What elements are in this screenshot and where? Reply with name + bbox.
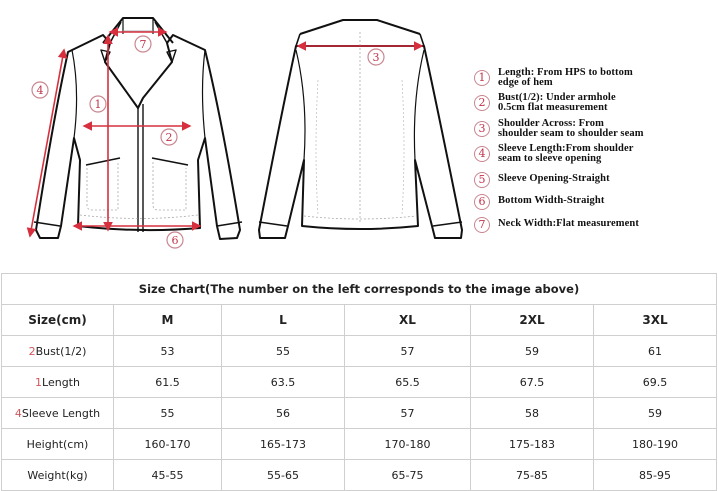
front-jacket-icon: [34, 18, 242, 239]
row-label-text: Length: [42, 375, 80, 389]
circled-number-icon: 2: [474, 95, 490, 111]
table-cell: 160-170: [114, 429, 222, 460]
table-cell: 165-173: [222, 429, 345, 460]
table-row-height: [2, 429, 717, 460]
row-label-text: Sleeve Length: [21, 406, 101, 420]
table-title: Size Chart(The number on the left corresponds to the image above): [2, 274, 717, 305]
legend-item-neck-width: [474, 215, 718, 237]
legend-item-shoulder: [474, 119, 718, 144]
header-l: L: [222, 305, 345, 336]
legend-line: Shoulder Across: From: [498, 118, 604, 129]
table-cell: 170-180: [345, 429, 471, 460]
legend-line: edge of hem: [498, 77, 553, 88]
table-cell: 55: [114, 398, 222, 429]
legend-item-bust: [474, 93, 718, 119]
table-cell: 85-95: [594, 460, 717, 491]
circled-number-icon: 6: [474, 194, 490, 210]
row-label: Weight(kg): [2, 460, 114, 491]
table-cell: 55-65: [222, 460, 345, 491]
table-cell: 57: [345, 336, 471, 367]
table-cell: 55: [222, 336, 345, 367]
legend-item-sleeve-opening: [474, 170, 718, 192]
table-cell: 65.5: [345, 367, 471, 398]
marker-7-icon: 7: [139, 38, 147, 51]
row-number-mark: 4: [14, 406, 22, 420]
table-header-row: [2, 305, 717, 336]
table-cell: 67.5: [471, 367, 594, 398]
table-cell: 175-183: [471, 429, 594, 460]
table-cell: 59: [471, 336, 594, 367]
header-size: Size(cm): [2, 305, 114, 336]
table-cell: 69.5: [594, 367, 717, 398]
header-3xl: 3XL: [594, 305, 717, 336]
table-cell: 61: [594, 336, 717, 367]
table-row-length: [2, 367, 717, 398]
marker-6-icon: 6: [171, 234, 179, 247]
back-jacket-icon: [259, 20, 462, 238]
size-chart-table: [1, 273, 717, 491]
table-cell: 59: [594, 398, 717, 429]
circled-number-icon: 4: [474, 146, 490, 162]
table-cell: 58: [471, 398, 594, 429]
row-label: [2, 398, 114, 429]
legend-item-bottom-width: [474, 192, 718, 215]
marker-3-icon: 3: [372, 51, 380, 64]
circled-number-icon: 5: [474, 172, 490, 188]
row-number-mark: 1: [35, 375, 43, 389]
legend-item-length: [474, 68, 718, 93]
marker-1-icon: 1: [94, 98, 102, 111]
header-2xl: 2XL: [471, 305, 594, 336]
row-number-mark: 2: [28, 344, 36, 358]
table-cell: 57: [345, 398, 471, 429]
table-row-bust: [2, 336, 717, 367]
table-cell: 61.5: [114, 367, 222, 398]
legend-line: seam to sleeve opening: [498, 153, 602, 164]
header-m: M: [114, 305, 222, 336]
legend-line: Length: From HPS to bottom: [498, 67, 633, 78]
table-row-weight: [2, 460, 717, 491]
legend-line: Neck Width:Flat measurement: [498, 218, 639, 229]
marker-2-icon: 2: [165, 131, 173, 144]
table-cell: 75-85: [471, 460, 594, 491]
marker-4-icon: 4: [36, 84, 44, 97]
table-row-sleeve-length: [2, 398, 717, 429]
table-cell: 63.5: [222, 367, 345, 398]
circled-number-icon: 7: [474, 217, 490, 233]
circled-number-icon: 3: [474, 121, 490, 137]
row-label: Height(cm): [2, 429, 114, 460]
header-xl: XL: [345, 305, 471, 336]
legend-line: Bottom Width-Straight: [498, 195, 605, 206]
circled-number-icon: 1: [474, 70, 490, 86]
legend-line: Sleeve Opening-Straight: [498, 173, 610, 184]
table-cell: 65-75: [345, 460, 471, 491]
row-label: [2, 367, 114, 398]
back-measurement-markers: [368, 49, 384, 65]
table-title-row: [2, 274, 717, 305]
measurement-legend: [474, 68, 718, 237]
row-label: [2, 336, 114, 367]
legend-line: shoulder seam to shoulder seam: [498, 128, 644, 139]
table-cell: 180-190: [594, 429, 717, 460]
table-cell: 45-55: [114, 460, 222, 491]
table-cell: 53: [114, 336, 222, 367]
legend-line: Sleeve Length:From shoulder: [498, 143, 634, 154]
legend-line: Bust(1/2): Under armhole: [498, 92, 616, 103]
table-cell: 56: [222, 398, 345, 429]
row-label-text: Bust(1/2): [35, 344, 87, 358]
legend-item-sleeve-length: [474, 144, 718, 170]
legend-line: 0.5cm flat measurement: [498, 102, 608, 113]
